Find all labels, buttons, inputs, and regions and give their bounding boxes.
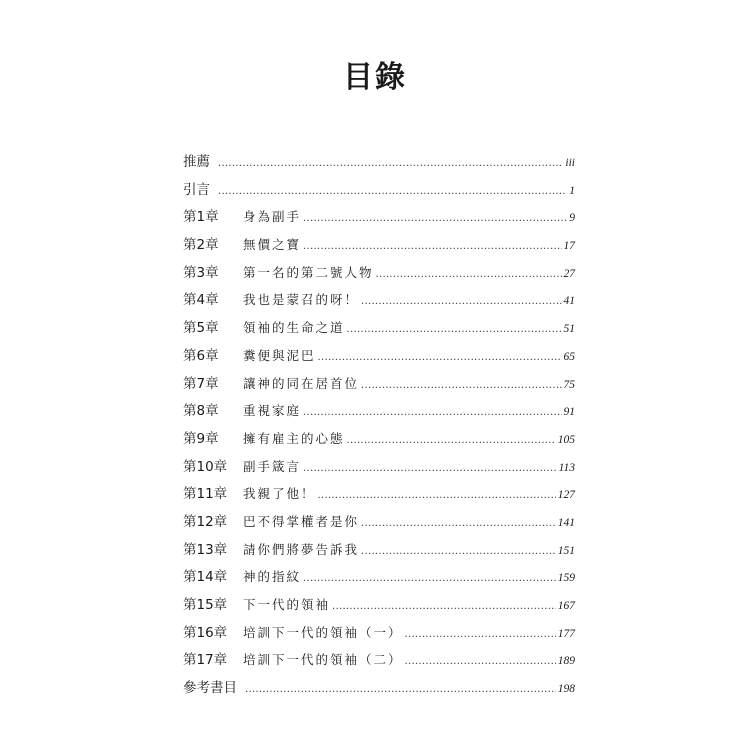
toc-chapter-row (183, 455, 575, 483)
chapter-title: 副手箴言 (243, 458, 302, 474)
page-number: 127 (557, 489, 575, 502)
page-number: 177 (557, 627, 575, 640)
chapter-title: 擁有雇主的心態 (243, 430, 345, 446)
dot-leader (361, 546, 556, 557)
chapter-number: 第14章 (183, 569, 228, 586)
dot-leader (303, 241, 561, 252)
toc-entry-row (183, 150, 575, 178)
chapter-number: 第9章 (183, 430, 219, 447)
dot-leader (405, 656, 556, 667)
dot-leader (376, 269, 562, 280)
toc-chapter-row (183, 482, 575, 510)
toc-chapter-row (183, 261, 575, 289)
dot-leader (347, 435, 556, 446)
dot-leader (303, 463, 557, 474)
toc-chapter-row (183, 344, 575, 372)
dot-leader (303, 407, 561, 418)
table-of-contents (183, 150, 575, 704)
page-number: 189 (557, 655, 575, 668)
toc-chapter-row (183, 316, 575, 344)
chapter-number: 第12章 (183, 513, 228, 530)
dot-leader (361, 296, 561, 307)
toc-chapter-row (183, 399, 575, 427)
page-number: 198 (557, 683, 575, 696)
chapter-title: 無價之寶 (243, 237, 302, 253)
dot-leader (361, 518, 556, 529)
chapter-title: 領袖的生命之道 (243, 320, 345, 336)
page-number: 113 (558, 461, 575, 474)
chapter-title: 糞便與泥巴 (243, 347, 316, 363)
toc-entry-row (183, 178, 575, 206)
dot-leader (318, 490, 556, 501)
page-number: 75 (563, 378, 575, 391)
chapter-title: 培訓下一代的領袖（一） (243, 624, 403, 640)
page-number: iii (565, 157, 575, 169)
page-number: 17 (563, 240, 575, 253)
chapter-number: 第11章 (183, 486, 228, 503)
chapter-number: 第6章 (183, 347, 219, 364)
page-title: 目錄 (343, 60, 407, 95)
dot-leader (332, 601, 556, 612)
chapter-number: 第17章 (183, 652, 228, 669)
page-number: 151 (557, 544, 575, 557)
chapter-title: 重視家庭 (243, 403, 302, 419)
toc-chapter-row (183, 648, 575, 676)
chapter-title: 第一名的第二號人物 (243, 264, 374, 280)
chapter-number: 第5章 (183, 320, 219, 337)
toc-chapter-row (183, 372, 575, 400)
chapter-number: 第13章 (183, 541, 228, 558)
dot-leader (347, 324, 562, 335)
page-number: 141 (557, 516, 575, 529)
chapter-number: 第16章 (183, 624, 228, 641)
page-number: 65 (563, 350, 575, 363)
chapter-title: 我也是蒙召的呀！ (243, 292, 360, 308)
toc-chapter-row (183, 565, 575, 593)
chapter-title: 神的指紋 (243, 569, 302, 585)
page-number: 1 (569, 184, 575, 197)
section-label: 推薦 (183, 154, 210, 170)
chapter-title: 請你們將夢告訴我 (243, 541, 360, 557)
toc-chapter-row (183, 205, 575, 233)
page-number: 167 (557, 600, 575, 612)
toc-chapter-row (183, 593, 575, 621)
toc-chapter-row (183, 288, 575, 316)
chapter-number: 第15章 (183, 597, 228, 613)
dot-leader (303, 213, 567, 224)
page-number: 159 (557, 572, 575, 585)
chapter-title: 巴不得掌權者是你 (243, 513, 360, 529)
chapter-number: 第2章 (183, 237, 219, 254)
toc-chapter-row (183, 510, 575, 538)
chapter-number: 第3章 (183, 264, 219, 281)
dot-leader (245, 684, 556, 695)
chapter-number: 第4章 (183, 292, 219, 309)
page-number: 105 (557, 433, 575, 446)
toc-entry-row (183, 676, 575, 704)
chapter-title: 身為副手 (243, 209, 302, 225)
chapter-title: 讓神的同在居首位 (243, 375, 360, 391)
dot-leader (318, 352, 562, 363)
dot-leader (405, 629, 556, 640)
dot-leader (218, 186, 567, 197)
toc-chapter-row (183, 621, 575, 649)
chapter-title: 培訓下一代的領袖（二） (243, 652, 403, 668)
page-number: 51 (563, 323, 575, 336)
chapter-title: 下一代的領袖 (243, 597, 331, 612)
section-label: 參考書目 (183, 680, 237, 697)
toc-chapter-row (183, 233, 575, 261)
toc-chapter-row (183, 427, 575, 455)
dot-leader (218, 158, 563, 169)
chapter-number: 第1章 (183, 209, 219, 226)
page-number: 9 (569, 212, 575, 225)
toc-chapter-row (183, 538, 575, 566)
dot-leader (303, 573, 556, 584)
page-number: 91 (563, 406, 575, 419)
chapter-number: 第10章 (183, 458, 228, 475)
chapter-number: 第7章 (183, 375, 219, 392)
chapter-title: 我親了他！ (243, 486, 316, 502)
dot-leader (361, 380, 561, 391)
page-number: 41 (563, 295, 575, 308)
page-number: 27 (563, 267, 575, 280)
chapter-number: 第8章 (183, 403, 219, 420)
section-label: 引言 (183, 181, 210, 198)
